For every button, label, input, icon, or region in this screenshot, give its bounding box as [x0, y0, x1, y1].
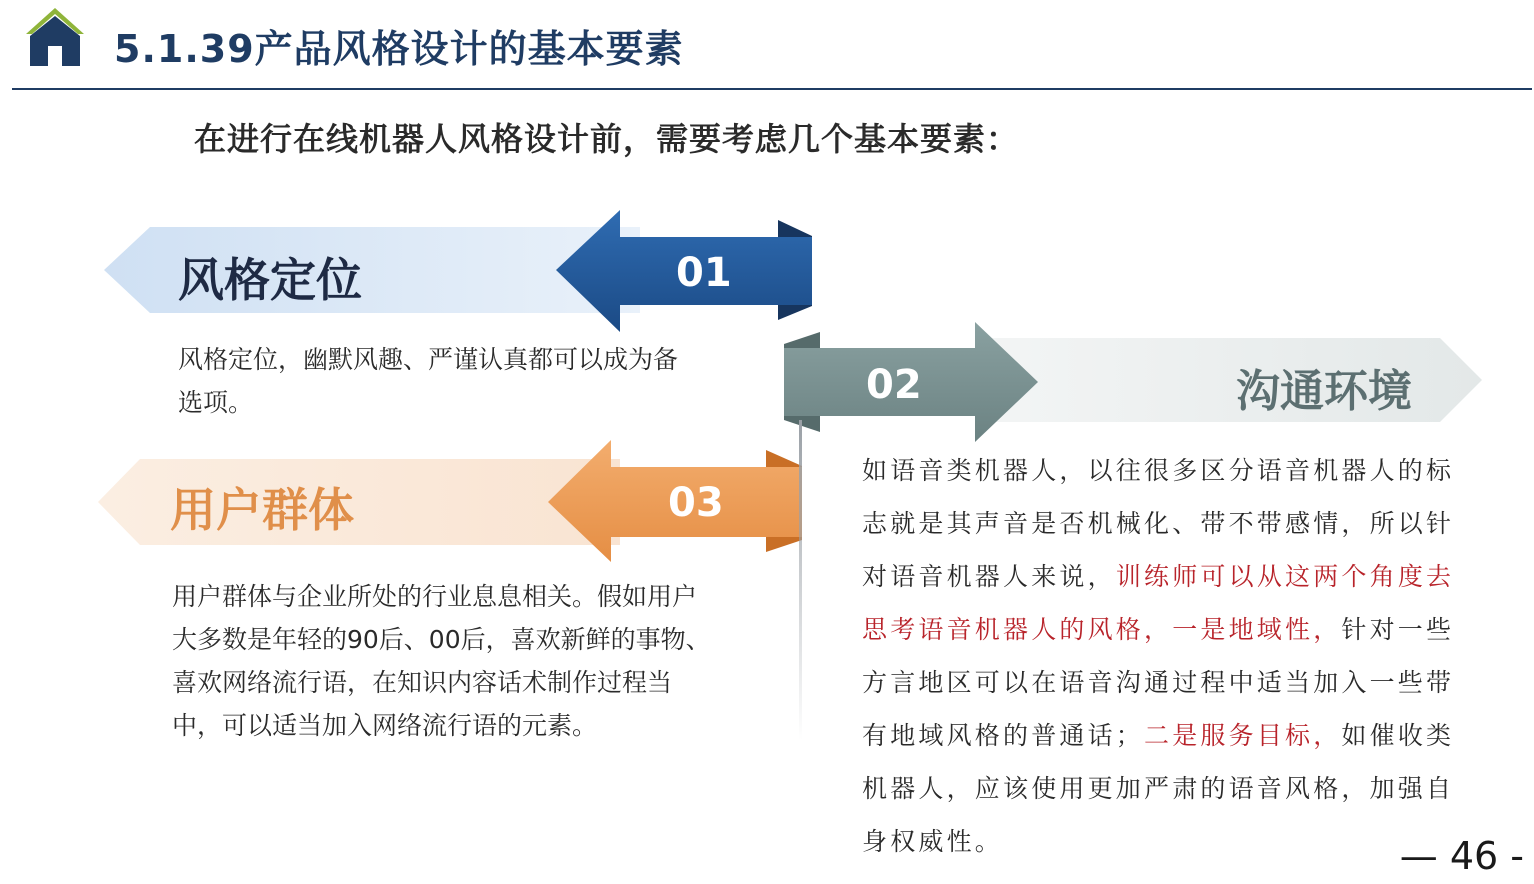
item-2-label: 沟通环境	[1236, 366, 1412, 417]
item-2-text-segment: 针对一些方言地区可以在语音沟通过程中适当加入一些带有地域风格的普通话；	[862, 615, 1455, 750]
item-1-label: 风格定位	[178, 253, 362, 307]
item-2-number: 02	[866, 362, 922, 408]
item-1-description: 风格定位，幽默风趣、严谨认真都可以成为备选项。	[178, 345, 679, 417]
page-number: — 46 -	[1399, 834, 1524, 878]
item-2-text-segment: 如催收类机器人，应该使用更加严肃的语音风格，加强自身权威性。	[862, 721, 1455, 856]
page-title: 5.1.39产品风格设计的基本要素	[114, 27, 684, 71]
intro-text: 在进行在线机器人风格设计前，需要考虑几个基本要素：	[194, 120, 1020, 158]
item-2-highlight-segment: 二是服务目标，	[1144, 721, 1342, 750]
item-3-number: 03	[668, 480, 724, 526]
item-3-description: 用户群体与企业所处的行业息息相关。假如用户大多数是年轻的90后、00后，喜欢新鲜的事物、喜欢网络流行语，在知识内容话术制作过程当中，可以适当加入网络流行语的元素。	[172, 582, 711, 740]
item-2-description	[862, 444, 1482, 868]
vertical-divider	[799, 420, 802, 740]
item-2-highlight-segment: 训练师可以从这两个角度去思考语音机器人的风格，一是地域性，	[862, 562, 1455, 644]
item-2-text-segment: 如语音类机器人，以往很多区分语音机器人的标志就是其声音是否机械化、带不带感情，所以针对语音机器人来说，	[862, 456, 1455, 591]
item-1-number: 01	[676, 250, 732, 296]
item-3-label: 用户群体	[170, 483, 354, 537]
